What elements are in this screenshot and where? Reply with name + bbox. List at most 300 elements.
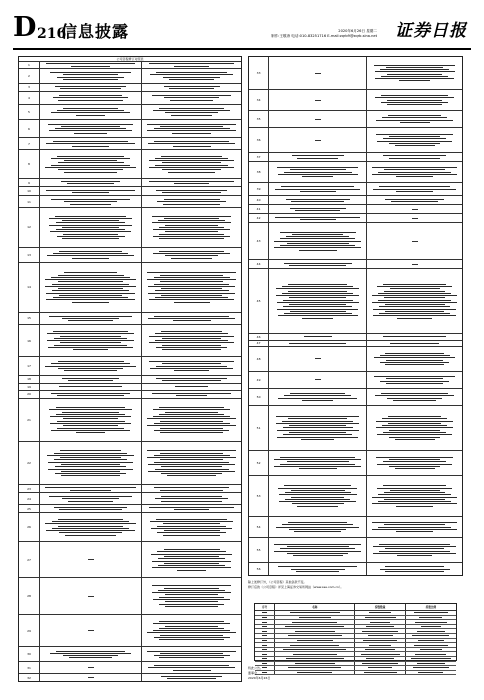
- text-line: [157, 201, 225, 202]
- revised-clause-cell: [142, 263, 241, 312]
- original-clause-cell: [269, 196, 367, 204]
- revised-clause-cell: [142, 138, 241, 149]
- original-clause-cell: [269, 183, 367, 195]
- row-number: 10: [19, 187, 40, 195]
- text-line: [295, 210, 340, 211]
- text-line: [383, 336, 446, 337]
- page-number: 216: [37, 26, 67, 42]
- header-cell: 名称: [275, 604, 355, 610]
- text-line: [399, 80, 431, 81]
- text-line: [50, 423, 131, 424]
- text-line: [76, 432, 105, 433]
- text-line: [147, 124, 236, 125]
- revised-clause-cell: [367, 406, 462, 450]
- section-title: 信息披露: [61, 22, 130, 41]
- row-number: 1: [19, 62, 40, 68]
- text-line: [159, 639, 224, 640]
- table-row: [19, 248, 241, 263]
- text-line: [284, 485, 351, 486]
- revised-clause-cell: [367, 347, 462, 371]
- text-line: [159, 251, 224, 252]
- text-line: [46, 190, 134, 191]
- text-line: [56, 229, 125, 230]
- text-line: [262, 654, 268, 655]
- text-line: [294, 531, 340, 532]
- row-number: 28: [19, 578, 40, 613]
- text-line: [289, 432, 346, 433]
- text-line: [154, 462, 229, 463]
- text-line: [277, 302, 359, 303]
- original-clause-cell: [40, 442, 142, 484]
- text-line: [389, 430, 441, 431]
- text-line: [155, 340, 227, 341]
- row-number: 34: [249, 90, 269, 110]
- text-line: [51, 165, 130, 166]
- text-line: [156, 519, 226, 520]
- text-line: [299, 250, 337, 251]
- text-line: [368, 635, 393, 636]
- text-line: [174, 302, 210, 303]
- text-line: [149, 507, 233, 508]
- shareholder-cell: [275, 657, 355, 661]
- shareholder-cell: [255, 625, 275, 629]
- text-line: [154, 316, 229, 317]
- text-line: [165, 112, 217, 113]
- text-line: [165, 594, 218, 595]
- text-line: [385, 566, 443, 567]
- text-line: [274, 241, 361, 242]
- text-line: [381, 102, 447, 103]
- text-line: [372, 497, 457, 498]
- table-row: [249, 223, 462, 260]
- row-number: 18: [19, 376, 40, 383]
- text-line: [300, 219, 336, 220]
- text-line: [368, 667, 393, 668]
- text-line: [65, 535, 116, 536]
- text-line: [154, 284, 229, 285]
- text-line: [379, 313, 450, 314]
- text-line: [299, 617, 331, 618]
- text-line: [390, 343, 439, 344]
- text-line: [153, 409, 231, 410]
- text-line: [373, 553, 456, 554]
- row-number: 13: [19, 248, 40, 262]
- row-number: 24: [19, 493, 40, 504]
- table-row: [19, 399, 241, 442]
- shareholder-cell: [255, 657, 275, 661]
- text-line: [283, 649, 346, 650]
- revised-clause-cell: [367, 538, 462, 562]
- text-line: [58, 288, 122, 289]
- text-line: [62, 378, 119, 379]
- table-row: [19, 485, 241, 493]
- table-row: [249, 406, 462, 451]
- text-line: [174, 509, 209, 510]
- revised-clause-cell: [367, 389, 462, 405]
- text-line: [155, 333, 228, 334]
- text-line: [393, 400, 437, 401]
- footer-note: 特此公告。: [248, 666, 264, 670]
- text-line: [288, 284, 348, 285]
- row-number: 53: [249, 476, 269, 516]
- text-line: [62, 412, 118, 413]
- text-line: [291, 569, 345, 570]
- text-line: [383, 284, 446, 285]
- text-line: [302, 176, 334, 177]
- text-line: [152, 592, 231, 593]
- text-line: [296, 571, 339, 572]
- text-line: [53, 331, 128, 332]
- text-line: [277, 167, 358, 168]
- text-line: [154, 655, 230, 656]
- text-line: [383, 432, 447, 433]
- text-line: [167, 678, 216, 679]
- text-line: [414, 612, 449, 613]
- text-line: [57, 421, 125, 422]
- text-line: [372, 302, 457, 303]
- text-line: [372, 174, 457, 175]
- contact-line: 制作:王敬涛 电话:010-83251716 E-mail:zqrb9@zqrb.sina.net: [270, 34, 377, 38]
- text-line: [161, 676, 222, 677]
- row-number: 23: [19, 485, 40, 492]
- text-line: [282, 524, 353, 525]
- text-line: [165, 255, 217, 256]
- text-line: [381, 76, 448, 77]
- revised-clause-cell: [142, 92, 241, 104]
- text-line: [412, 635, 449, 636]
- text-line: [289, 297, 347, 298]
- text-line: [51, 199, 131, 200]
- original-clause-cell: [40, 357, 142, 375]
- empty-cell-dash: [412, 218, 418, 219]
- text-line: [70, 490, 111, 491]
- original-clause-cell: [269, 341, 367, 346]
- table-row: [19, 662, 241, 674]
- table-row: [249, 128, 462, 153]
- text-line: [162, 349, 222, 350]
- text-line: [387, 74, 442, 75]
- text-line: [64, 370, 117, 371]
- text-line: [162, 162, 222, 163]
- table-row: [19, 578, 241, 614]
- text-line: [58, 519, 123, 520]
- text-line: [164, 556, 219, 557]
- amendment-table-left: [18, 56, 242, 682]
- text-line: [48, 462, 133, 463]
- shareholder-cell: [255, 662, 275, 666]
- revised-clause-cell: [142, 179, 241, 186]
- header-rule: [13, 48, 471, 50]
- original-clause-cell: [40, 376, 142, 383]
- text-line: [68, 380, 114, 381]
- table-row: [249, 517, 462, 538]
- row-number: 5: [19, 105, 40, 119]
- text-line: [168, 172, 215, 173]
- table-row: [19, 615, 241, 648]
- amendment-table-right: [248, 56, 463, 576]
- text-line: [376, 457, 452, 458]
- text-line: [417, 663, 445, 664]
- row-number: 19: [19, 384, 40, 390]
- text-line: [64, 272, 117, 273]
- text-line: [274, 466, 360, 467]
- text-line: [289, 425, 347, 426]
- row-number: 29: [19, 615, 40, 647]
- shareholder-table: [254, 603, 457, 661]
- text-line: [378, 527, 451, 528]
- text-line: [262, 635, 268, 636]
- text-line: [62, 220, 119, 221]
- text-line: [276, 288, 360, 289]
- text-line: [177, 570, 206, 571]
- text-line: [54, 459, 127, 460]
- revised-clause-cell: [142, 105, 241, 119]
- text-line: [386, 378, 442, 379]
- text-line: [51, 277, 130, 278]
- text-line: [159, 604, 224, 605]
- empty-cell-dash: [315, 140, 321, 141]
- text-line: [365, 649, 396, 650]
- text-line: [45, 523, 135, 524]
- left-column: [18, 56, 242, 682]
- text-line: [165, 412, 217, 413]
- text-line: [147, 130, 235, 131]
- text-line: [290, 393, 345, 394]
- row-number: 3: [19, 84, 40, 91]
- text-line: [160, 490, 224, 491]
- text-line: [59, 509, 121, 510]
- revised-clause-cell: [142, 376, 241, 383]
- text-line: [288, 418, 347, 419]
- text-line: [375, 78, 454, 79]
- text-line: [164, 588, 218, 589]
- text-line: [147, 632, 236, 633]
- text-line: [62, 498, 118, 499]
- text-line: [61, 126, 119, 127]
- revised-clause-cell: [367, 223, 462, 259]
- text-line: [384, 169, 445, 170]
- text-line: [160, 421, 224, 422]
- original-clause-cell: [269, 153, 367, 161]
- shareholder-cell: [406, 616, 456, 620]
- text-line: [60, 450, 121, 451]
- text-line: [414, 645, 448, 646]
- text-line: [160, 653, 224, 654]
- text-line: [148, 464, 235, 465]
- empty-cell-dash: [412, 264, 418, 265]
- revised-clause-cell: [142, 505, 241, 512]
- original-clause-cell: [40, 120, 142, 138]
- text-line: [72, 146, 110, 147]
- text-line: [420, 649, 443, 650]
- original-clause-cell: [269, 406, 367, 450]
- text-line: [161, 501, 223, 502]
- text-line: [276, 416, 360, 417]
- shareholder-cell: [406, 634, 456, 638]
- shareholder-cell: [406, 652, 456, 656]
- text-line: [154, 487, 229, 488]
- text-line: [157, 532, 225, 533]
- revised-clause-cell: [367, 196, 462, 204]
- shareholder-cell: [275, 634, 355, 638]
- text-line: [278, 398, 357, 399]
- text-line: [379, 186, 451, 187]
- table-row: [249, 214, 462, 223]
- row-number: 35: [249, 111, 269, 127]
- table-row: [19, 505, 241, 513]
- table-row: [19, 84, 241, 92]
- note-line: 除上述修订外，《公司章程》其他条款不变。: [248, 580, 307, 584]
- original-clause-cell: [269, 90, 367, 110]
- text-line: [154, 430, 229, 431]
- text-line: [57, 428, 124, 429]
- shareholder-cell: [355, 643, 405, 647]
- header-cell: 序号: [255, 604, 275, 610]
- revised-clause-cell: [142, 248, 241, 262]
- text-line: [170, 100, 213, 101]
- row-number: 38: [249, 162, 269, 182]
- text-line: [417, 631, 446, 632]
- text-line: [61, 471, 119, 472]
- page-letter: D: [13, 12, 37, 43]
- text-line: [162, 192, 221, 193]
- text-line: [172, 133, 211, 134]
- shareholder-cell: [406, 629, 456, 633]
- text-line: [149, 181, 233, 182]
- text-line: [386, 67, 442, 68]
- text-line: [395, 468, 435, 469]
- text-line: [162, 380, 221, 381]
- text-line: [54, 453, 128, 454]
- revised-clause-cell: [142, 513, 241, 541]
- revised-clause-cell: [142, 647, 241, 661]
- text-line: [283, 434, 352, 435]
- text-line: [280, 548, 354, 549]
- shareholder-cell: [255, 611, 275, 615]
- row-number: 43: [249, 223, 269, 259]
- text-line: [283, 306, 352, 307]
- row-number: 55: [249, 538, 269, 562]
- text-line: [277, 430, 359, 431]
- text-line: [165, 225, 218, 226]
- text-line: [61, 181, 119, 182]
- text-line: [53, 297, 129, 298]
- text-line: [280, 245, 354, 246]
- text-line: [280, 457, 355, 458]
- text-line: [282, 286, 354, 287]
- text-line: [284, 313, 352, 314]
- text-line: [278, 488, 357, 489]
- text-line: [284, 172, 352, 173]
- text-line: [262, 649, 268, 650]
- text-line: [289, 304, 346, 305]
- original-clause-cell: [40, 84, 142, 91]
- text-line: [276, 527, 359, 528]
- text-line: [155, 158, 228, 159]
- text-line: [51, 393, 130, 394]
- text-line: [363, 640, 396, 641]
- text-line: [150, 521, 233, 522]
- text-line: [161, 496, 222, 497]
- table-row: [249, 153, 462, 162]
- original-clause-cell: [40, 674, 142, 681]
- text-line: [382, 418, 447, 419]
- revised-clause-cell: [142, 542, 241, 577]
- table-row: [19, 647, 241, 662]
- text-line: [295, 663, 335, 664]
- text-line: [297, 158, 338, 159]
- text-line: [297, 672, 332, 673]
- text-line: [304, 336, 332, 337]
- table-row: [19, 442, 241, 485]
- row-number: 4: [19, 92, 40, 104]
- text-line: [61, 464, 120, 465]
- text-line: [164, 530, 220, 531]
- text-line: [297, 640, 333, 641]
- text-line: [391, 201, 438, 202]
- text-line: [278, 566, 357, 567]
- original-clause-cell: [269, 162, 367, 182]
- original-clause-cell: [40, 179, 142, 186]
- shareholder-cell: [275, 611, 355, 615]
- table-row: [19, 120, 241, 139]
- text-line: [390, 490, 440, 491]
- table-row: [19, 150, 241, 179]
- original-clause-cell: [40, 187, 142, 195]
- text-line: [388, 115, 442, 116]
- text-line: [292, 234, 343, 235]
- text-line: [63, 234, 118, 235]
- table-row: [19, 62, 241, 69]
- row-number: 16: [19, 325, 40, 357]
- text-line: [69, 657, 113, 658]
- text-line: [76, 115, 105, 116]
- text-line: [54, 338, 128, 339]
- text-line: [160, 428, 223, 429]
- row-number: 9: [19, 179, 40, 186]
- shareholder-cell: [355, 629, 405, 633]
- text-line: [156, 378, 226, 379]
- text-line: [148, 293, 234, 294]
- text-line: [151, 528, 233, 529]
- original-clause-cell: [269, 128, 367, 152]
- shareholder-cell: [275, 629, 355, 633]
- text-line: [387, 104, 442, 105]
- shareholder-table-header: [255, 604, 456, 611]
- shareholder-cell: [255, 634, 275, 638]
- text-line: [384, 524, 445, 525]
- text-line: [276, 423, 359, 424]
- text-line: [147, 457, 235, 458]
- text-line: [62, 227, 118, 228]
- text-line: [63, 655, 118, 656]
- text-line: [60, 342, 120, 343]
- text-line: [174, 183, 209, 184]
- original-clause-cell: [40, 69, 142, 83]
- row-number: 7: [19, 138, 40, 149]
- text-line: [152, 561, 232, 562]
- text-line: [63, 108, 117, 109]
- text-line: [378, 300, 451, 301]
- text-line: [378, 293, 452, 294]
- shareholder-cell: [255, 629, 275, 633]
- text-line: [148, 143, 235, 144]
- text-line: [287, 243, 349, 244]
- text-line: [274, 551, 360, 552]
- text-line: [287, 553, 348, 554]
- text-line: [63, 418, 118, 419]
- text-line: [50, 72, 131, 73]
